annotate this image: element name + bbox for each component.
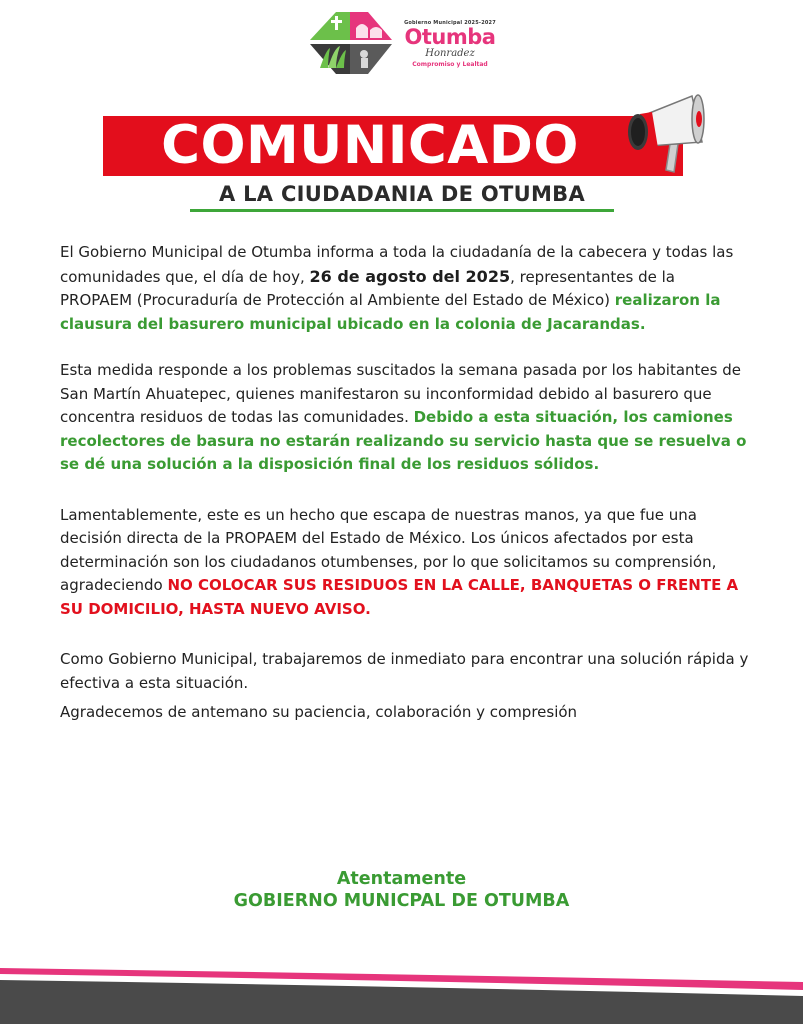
logo-slogan: Compromiso y Lealtad — [412, 61, 488, 68]
paragraph-thanks: Agradecemos de antemano su paciencia, colaboración y compresión — [60, 703, 578, 721]
megaphone-icon — [622, 86, 714, 178]
signature-closing: Atentamente — [336, 869, 467, 889]
highlight-closure: realizaron la clausura del basurero municipal ubicado en la colonia de Jacarandas. — [60, 291, 721, 333]
paragraph-commitment: Como Gobierno Municipal, trabajaremos de inmediato para encontrar una solución rápida y efectiva a esta situación. — [60, 650, 749, 692]
text-span: Esta medida responde a los problemas suscitados la semana pasada por los habitantes de San Martín Ahuatepec, quienes manifestaron su inconformidad debido al basurero que concentra residuos de todas las comunidades. — [60, 361, 741, 426]
highlight-warning: NO COLOCAR SUS RESIDUOS EN LA CALLE, BANQUETAS O FRENTE A SU DOMICILIO, HASTA NUEVO AVISO. — [60, 576, 739, 618]
logo-text — [400, 20, 500, 68]
paragraph-reason — [60, 359, 750, 477]
announcement-date: 26 de agosto del 2025 — [309, 266, 511, 286]
logo-name: Otumba — [404, 25, 496, 49]
otumba-emblem-icon — [306, 4, 398, 80]
signature-block — [0, 868, 803, 912]
paragraph-announcement — [60, 241, 750, 336]
page-title: COMUNICADO — [161, 115, 579, 176]
municipal-logo — [306, 4, 506, 80]
communique-body — [60, 241, 750, 725]
paragraph-request — [60, 504, 750, 622]
footer-decoration — [0, 960, 803, 1024]
highlight-service-suspension: Debido a esta situación, los camiones recolectores de basura no estarán realizando su servicio hasta que se resuelva o se dé una solución a la disposición final de los residuos sólidos. — [60, 408, 747, 473]
logo-script-text: Honradez — [425, 48, 475, 59]
logo-top-text: Gobierno Municipal 2025-2027 — [404, 20, 496, 26]
text-span: El Gobierno Municipal de Otumba informa a toda la ciudadanía de la cabecera y todas las comunidades que, el día de hoy, — [60, 243, 734, 286]
page-subtitle: A LA CIUDADANIA DE OTUMBA — [190, 180, 614, 212]
signature-entity: GOBIERNO MUNICPAL DE OTUMBA — [233, 891, 570, 911]
text-span: , representantes de la PROPAEM (Procuraduría de Protección al Ambiente del Estado de México) — [60, 267, 675, 309]
text-span: Lamentablemente, este es un hecho que escapa de nuestras manos, ya que fue una decisión directa de la PROPAEM del Estado de México. Los únicos afectados por esta determinación son los ciudadanos otumbenses, por lo que solicitamos su comprensión, agradeciendo — [60, 505, 717, 594]
